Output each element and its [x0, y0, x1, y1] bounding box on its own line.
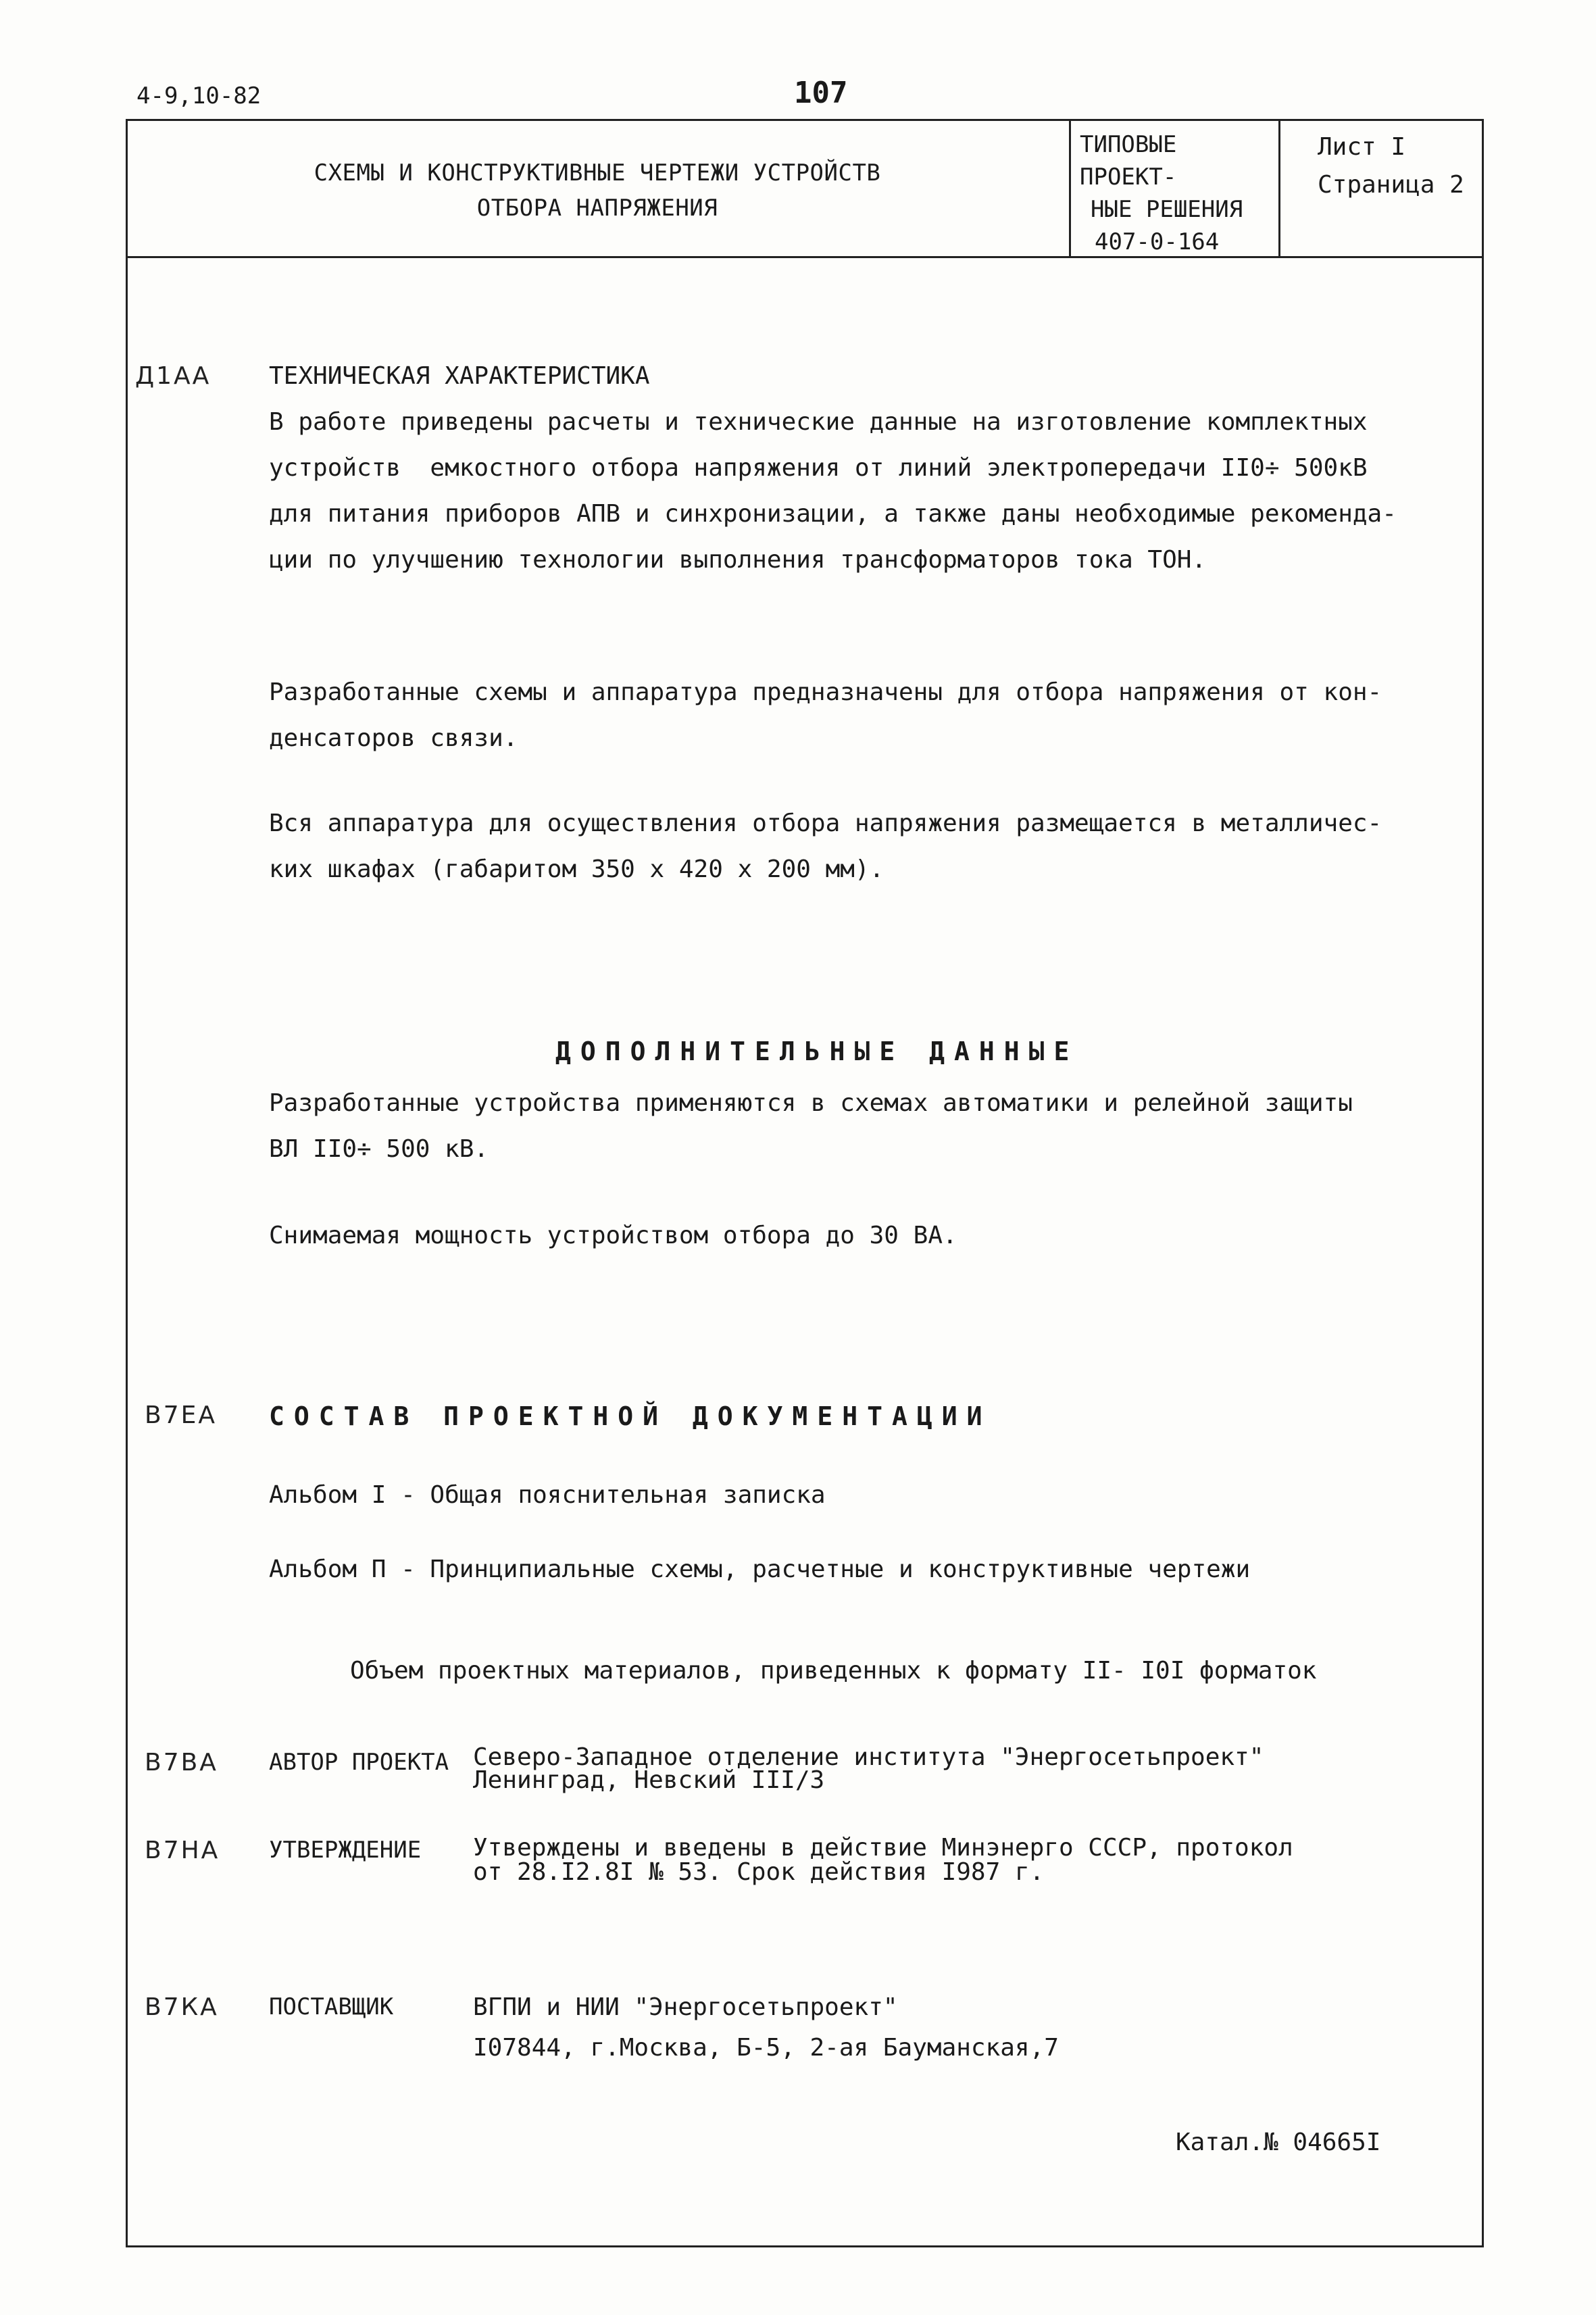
document-title: [126, 155, 1069, 226]
catalog-number: Катал.№ 04665I: [1176, 2129, 1381, 2156]
text-line: Альбом I - Общая пояснительная записка: [269, 1481, 826, 1509]
text-line: Утверждены и введены в действие Минэнерго СССР, протокол: [473, 1834, 1293, 1862]
section-code: В7ЕА: [145, 1401, 217, 1429]
text-line: денсаторов связи.: [269, 724, 518, 752]
section-heading: СОСТАВ ПРОЕКТНОЙ ДОКУМЕНТАЦИИ: [269, 1401, 992, 1431]
page-frame: [126, 119, 1484, 2247]
text-line: В работе приведены расчеты и технические данные на изготовление комплектных: [269, 408, 1368, 436]
text-line: Ленинград, Невский III/3: [473, 1766, 825, 1794]
text-line: Северо-Западное отделение института "Энергосетьпроект": [473, 1743, 1264, 1771]
title-line: ОТБОРА НАПРЯЖЕНИЯ: [476, 195, 718, 222]
text-line: ВЛ II0÷ 500 кВ.: [269, 1135, 489, 1163]
text-line: Разработанные устройства применяются в схемах автоматики и релейной защиты: [269, 1089, 1353, 1117]
section-heading: ТЕХНИЧЕСКАЯ ХАРАКТЕРИСТИКА: [269, 362, 650, 390]
text-line: ВГПИ и НИИ "Энергосетьпроект": [473, 1993, 898, 2021]
page-label: Страница 2: [1318, 171, 1464, 199]
title-line: СХЕМЫ И КОНСТРУКТИВНЫЕ ЧЕРТЕЖИ УСТРОЙСТВ: [314, 159, 881, 186]
page-number: 107: [794, 76, 848, 110]
text-line: Вся аппаратура для осуществления отбора напряжения размещается в металличес-: [269, 810, 1382, 837]
text-line: Разработанные схемы и аппаратура предназначены для отбора напряжения от кон-: [269, 678, 1382, 706]
text-line: ких шкафах (габаритом 350 х 420 х 200 мм).: [269, 855, 884, 883]
text-line: устройств емкостного отбора напряжения от линий электропередачи II0÷ 500кВ: [269, 454, 1368, 482]
text-line: Снимаемая мощность устройством отбора до 30 ВА.: [269, 1222, 957, 1249]
series-block: [1074, 128, 1282, 258]
section-code: В7КА: [145, 1993, 219, 2021]
section-code: В7НА: [145, 1837, 220, 1864]
text-line: Альбом П - Принципиальные схемы, расчетные и конструктивные чертежи: [269, 1555, 1251, 1583]
series-line: ТИПОВЫЕ ПРОЕКТ-: [1080, 131, 1177, 191]
section-heading: ДОПОЛНИТЕЛЬНЫЕ ДАННЫЕ: [555, 1037, 1079, 1066]
text-line: I07844, г.Москва, Б-5, 2-ая Бауманская,7: [473, 2034, 1059, 2062]
field-label: УТВЕРЖДЕНИЕ: [269, 1837, 422, 1864]
section-code: Д1АА: [135, 362, 211, 390]
text-line: ции по улучшению технологии выполнения трансформаторов тока ТОН.: [269, 546, 1207, 574]
field-label: ПОСТАВЩИК: [269, 1993, 394, 2020]
document-code: 4-9,10-82: [136, 82, 261, 109]
text-line: для питания приборов АПВ и синхронизации, а также даны необходимые рекоменда-: [269, 500, 1397, 528]
text-line: Объем проектных материалов, приведенных к формату II- I0I форматок: [350, 1657, 1317, 1685]
title-block-divider: [1069, 119, 1071, 258]
sheet-number: Лист I: [1318, 133, 1406, 161]
sheet-block: [1318, 128, 1464, 204]
section-code: В7ВА: [145, 1749, 218, 1776]
text-line: от 28.I2.8I № 53. Срок действия I987 г.: [473, 1858, 1045, 1886]
series-number: 407-0-164: [1095, 228, 1220, 255]
series-line: НЫЕ РЕШЕНИЯ: [1091, 196, 1243, 223]
field-label: АВТОР ПРОЕКТА: [269, 1749, 449, 1776]
